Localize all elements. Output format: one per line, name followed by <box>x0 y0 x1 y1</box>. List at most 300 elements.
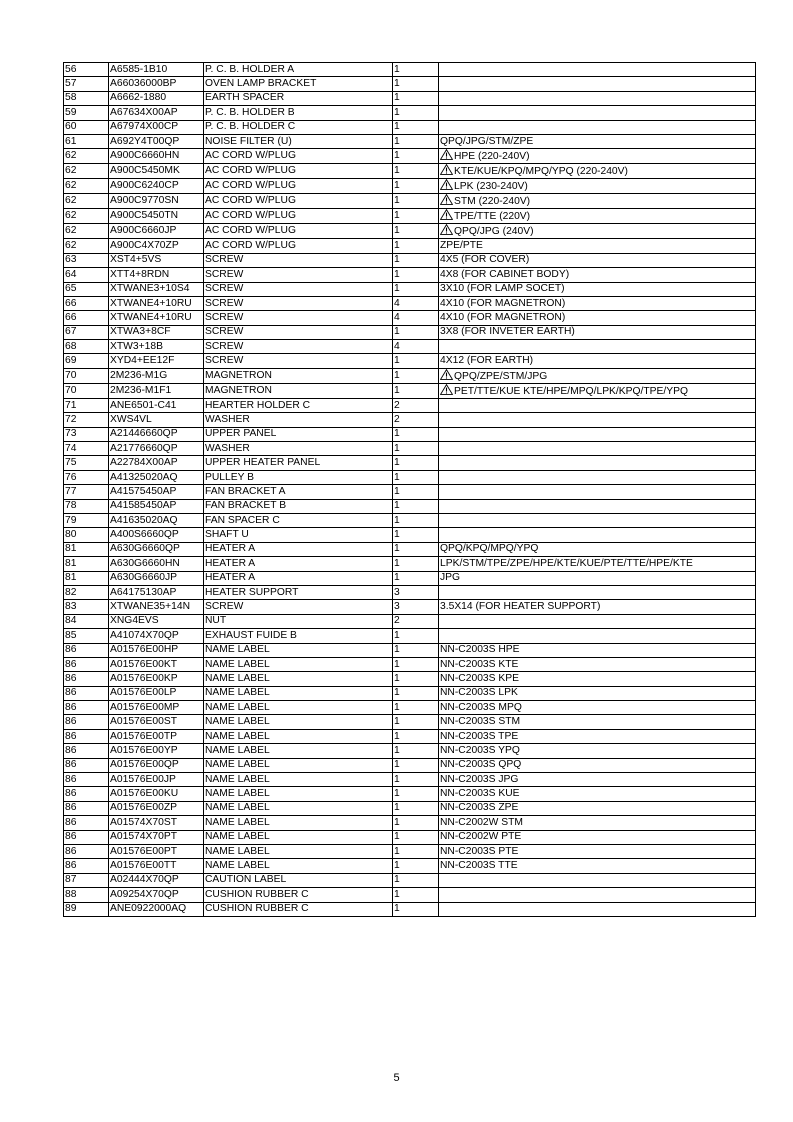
remarks-text: ZPE/PTE <box>440 240 483 252</box>
quantity-cell: 1 <box>393 368 439 383</box>
quantity-cell: 1 <box>393 844 439 858</box>
description-cell: SCREW <box>204 311 393 325</box>
quantity-cell: 1 <box>393 224 439 239</box>
part-no-cell: XTWANE4+10RU <box>109 311 204 325</box>
remarks-cell <box>439 325 756 339</box>
table-row <box>64 657 756 671</box>
table-row <box>64 729 756 743</box>
quantity-cell: 1 <box>393 902 439 916</box>
part-no-cell: A01576E00LP <box>109 686 204 700</box>
remarks-text: 4X5 (FOR COVER) <box>440 254 530 266</box>
description-cell: SCREW <box>204 354 393 368</box>
description-cell: NAME LABEL <box>204 830 393 844</box>
part-no-cell: ANE0922000AQ <box>109 902 204 916</box>
description-cell: NAME LABEL <box>204 715 393 729</box>
remarks-cell <box>439 164 756 179</box>
safety-warning-icon <box>440 384 453 395</box>
part-no-cell: A630G6660JP <box>109 571 204 585</box>
description-cell: HEATER A <box>204 542 393 556</box>
part-no-cell: XNG4EVS <box>109 614 204 628</box>
part-no-cell: A01576E00KP <box>109 672 204 686</box>
remarks-cell <box>439 383 756 398</box>
description-cell: NAME LABEL <box>204 773 393 787</box>
description-cell: NAME LABEL <box>204 701 393 715</box>
description-cell: AC CORD W/PLUG <box>204 164 393 179</box>
part-no-cell: A900C6240CP <box>109 179 204 194</box>
table-row <box>64 427 756 441</box>
remarks-text: NN-C2003S TPE <box>440 730 519 742</box>
remarks-text: NN-C2003S MPQ <box>440 701 522 713</box>
safety-warning-icon <box>440 224 453 235</box>
part-no-cell: A01576E00QP <box>109 758 204 772</box>
quantity-cell: 1 <box>393 657 439 671</box>
remarks-cell <box>439 470 756 484</box>
table-row <box>64 470 756 484</box>
remarks-text: NN-C2003S KUE <box>440 788 520 800</box>
ref-no-cell: 70 <box>64 383 109 398</box>
remarks-cell <box>439 413 756 427</box>
ref-no-cell: 86 <box>64 758 109 772</box>
quantity-cell: 1 <box>393 528 439 542</box>
table-row <box>64 585 756 599</box>
part-no-cell: XTWANE4+10RU <box>109 296 204 310</box>
table-row <box>64 340 756 354</box>
description-cell: P. C. B. HOLDER A <box>204 63 393 77</box>
table-row <box>64 77 756 91</box>
part-no-cell: A01576E00HP <box>109 643 204 657</box>
remarks-text: NN-C2003S KPE <box>440 672 519 684</box>
description-cell: PULLEY B <box>204 470 393 484</box>
remarks-text: NN-C2003S LPK <box>440 687 518 699</box>
remarks-cell <box>439 557 756 571</box>
table-row <box>64 571 756 585</box>
part-no-cell: A6585-1B10 <box>109 63 204 77</box>
quantity-cell: 1 <box>393 164 439 179</box>
ref-no-cell: 79 <box>64 513 109 527</box>
quantity-cell: 1 <box>393 354 439 368</box>
ref-no-cell: 83 <box>64 600 109 614</box>
part-no-cell: XTT4+8RDN <box>109 268 204 282</box>
table-row <box>64 413 756 427</box>
table-row <box>64 91 756 105</box>
description-cell: NAME LABEL <box>204 643 393 657</box>
description-cell: SCREW <box>204 282 393 296</box>
quantity-cell: 1 <box>393 557 439 571</box>
description-cell: CUSHION RUBBER C <box>204 888 393 902</box>
ref-no-cell: 73 <box>64 427 109 441</box>
description-cell: AC CORD W/PLUG <box>204 194 393 209</box>
remarks-cell <box>439 224 756 239</box>
remarks-text: QPQ/KPQ/MPQ/YPQ <box>440 543 539 555</box>
quantity-cell: 3 <box>393 585 439 599</box>
table-row <box>64 485 756 499</box>
ref-no-cell: 59 <box>64 106 109 120</box>
ref-no-cell: 72 <box>64 413 109 427</box>
part-no-cell: XST4+5VS <box>109 253 204 267</box>
quantity-cell: 1 <box>393 816 439 830</box>
part-no-cell: A01576E00ST <box>109 715 204 729</box>
description-cell: FAN SPACER C <box>204 513 393 527</box>
part-no-cell: A41575450AP <box>109 485 204 499</box>
table-row <box>64 368 756 383</box>
remarks-cell <box>439 268 756 282</box>
table-row <box>64 758 756 772</box>
quantity-cell: 1 <box>393 456 439 470</box>
ref-no-cell: 75 <box>64 456 109 470</box>
ref-no-cell: 86 <box>64 657 109 671</box>
table-row <box>64 787 756 801</box>
ref-no-cell: 57 <box>64 77 109 91</box>
table-row <box>64 194 756 209</box>
ref-no-cell: 86 <box>64 744 109 758</box>
table-row <box>64 859 756 873</box>
remarks-text: 3X8 (FOR INVETER EARTH) <box>440 326 575 338</box>
quantity-cell: 1 <box>393 106 439 120</box>
remarks-text: NN-C2003S PTE <box>440 845 519 857</box>
safety-warning-icon <box>440 209 453 220</box>
remarks-text: KTE/KUE/KPQ/MPQ/YPQ (220-240V) <box>454 166 628 178</box>
ref-no-cell: 84 <box>64 614 109 628</box>
remarks-text: LPK (230-240V) <box>454 181 528 193</box>
quantity-cell: 1 <box>393 773 439 787</box>
quantity-cell: 1 <box>393 859 439 873</box>
remarks-text: QPQ/ZPE/STM/JPG <box>454 370 548 382</box>
quantity-cell: 1 <box>393 470 439 484</box>
remarks-text: NN-C2002W PTE <box>440 831 522 843</box>
ref-no-cell: 62 <box>64 149 109 164</box>
table-row <box>64 672 756 686</box>
ref-no-cell: 76 <box>64 470 109 484</box>
quantity-cell: 1 <box>393 149 439 164</box>
part-no-cell: A41074X70QP <box>109 629 204 643</box>
remarks-cell <box>439 801 756 815</box>
remarks-cell <box>439 194 756 209</box>
part-no-cell: A900C5450MK <box>109 164 204 179</box>
description-cell: OVEN LAMP BRACKET <box>204 77 393 91</box>
table-row <box>64 268 756 282</box>
description-cell: HEATER A <box>204 571 393 585</box>
table-row <box>64 179 756 194</box>
quantity-cell: 1 <box>393 744 439 758</box>
description-cell: MAGNETRON <box>204 368 393 383</box>
table-row <box>64 744 756 758</box>
ref-no-cell: 86 <box>64 715 109 729</box>
description-cell: SCREW <box>204 325 393 339</box>
ref-no-cell: 62 <box>64 209 109 224</box>
table-row <box>64 134 756 148</box>
quantity-cell: 1 <box>393 91 439 105</box>
description-cell: P. C. B. HOLDER C <box>204 120 393 134</box>
remarks-text: NN-C2003S ZPE <box>440 802 519 814</box>
quantity-cell: 1 <box>393 643 439 657</box>
ref-no-cell: 62 <box>64 224 109 239</box>
part-no-cell: A01574X70ST <box>109 816 204 830</box>
quantity-cell: 1 <box>393 542 439 556</box>
quantity-cell: 1 <box>393 485 439 499</box>
page-number: 5 <box>393 1072 400 1084</box>
ref-no-cell: 67 <box>64 325 109 339</box>
description-cell: NAME LABEL <box>204 657 393 671</box>
part-no-cell: A630G6660QP <box>109 542 204 556</box>
description-cell: SCREW <box>204 253 393 267</box>
remarks-cell <box>439 311 756 325</box>
remarks-text: PET/TTE/KUE KTE/HPE/MPQ/LPK/KPQ/TPE/YPQ <box>454 385 689 397</box>
remarks-text: 4X12 (FOR EARTH) <box>440 355 534 367</box>
quantity-cell: 1 <box>393 209 439 224</box>
remarks-cell <box>439 528 756 542</box>
part-no-cell: A692Y4T00QP <box>109 134 204 148</box>
quantity-cell: 1 <box>393 513 439 527</box>
ref-no-cell: 69 <box>64 354 109 368</box>
description-cell: HEATER A <box>204 557 393 571</box>
parts-list-body <box>64 63 756 917</box>
description-cell: NAME LABEL <box>204 859 393 873</box>
remarks-cell <box>439 106 756 120</box>
ref-no-cell: 63 <box>64 253 109 267</box>
quantity-cell: 1 <box>393 427 439 441</box>
quantity-cell: 3 <box>393 600 439 614</box>
ref-no-cell: 86 <box>64 859 109 873</box>
description-cell: AC CORD W/PLUG <box>204 239 393 253</box>
remarks-text: QPQ/JPG/STM/ZPE <box>440 135 534 147</box>
description-cell: WASHER <box>204 413 393 427</box>
remarks-text: 4X10 (FOR MAGNETRON) <box>440 297 566 309</box>
remarks-cell <box>439 239 756 253</box>
quantity-cell: 1 <box>393 571 439 585</box>
remarks-cell <box>439 585 756 599</box>
description-cell: NAME LABEL <box>204 672 393 686</box>
quantity-cell: 4 <box>393 340 439 354</box>
description-cell: AC CORD W/PLUG <box>204 209 393 224</box>
table-row <box>64 106 756 120</box>
part-no-cell: A630G6660HN <box>109 557 204 571</box>
ref-no-cell: 87 <box>64 873 109 887</box>
table-row <box>64 296 756 310</box>
remarks-cell <box>439 77 756 91</box>
description-cell: UPPER PANEL <box>204 427 393 441</box>
remarks-cell <box>439 873 756 887</box>
description-cell: NAME LABEL <box>204 787 393 801</box>
ref-no-cell: 86 <box>64 801 109 815</box>
ref-no-cell: 66 <box>64 311 109 325</box>
quantity-cell: 1 <box>393 268 439 282</box>
description-cell: NAME LABEL <box>204 844 393 858</box>
remarks-cell <box>439 253 756 267</box>
table-row <box>64 643 756 657</box>
quantity-cell: 1 <box>393 383 439 398</box>
remarks-cell <box>439 296 756 310</box>
description-cell: WASHER <box>204 442 393 456</box>
ref-no-cell: 86 <box>64 773 109 787</box>
remarks-cell <box>439 149 756 164</box>
remarks-text: STM (220-240V) <box>454 196 531 208</box>
ref-no-cell: 77 <box>64 485 109 499</box>
remarks-cell <box>439 600 756 614</box>
description-cell: NAME LABEL <box>204 816 393 830</box>
remarks-cell <box>439 758 756 772</box>
remarks-text: NN-C2003S JPG <box>440 773 519 785</box>
table-row <box>64 902 756 916</box>
quantity-cell: 1 <box>393 801 439 815</box>
remarks-cell <box>439 209 756 224</box>
part-no-cell: A21776660QP <box>109 442 204 456</box>
ref-no-cell: 81 <box>64 571 109 585</box>
remarks-cell <box>439 571 756 585</box>
ref-no-cell: 68 <box>64 340 109 354</box>
table-row <box>64 600 756 614</box>
table-row <box>64 456 756 470</box>
remarks-text: 3.5X14 (FOR HEATER SUPPORT) <box>440 601 601 613</box>
ref-no-cell: 78 <box>64 499 109 513</box>
part-no-cell: A01576E00MP <box>109 701 204 715</box>
remarks-cell <box>439 485 756 499</box>
quantity-cell: 1 <box>393 194 439 209</box>
ref-no-cell: 86 <box>64 844 109 858</box>
quantity-cell: 1 <box>393 873 439 887</box>
table-row <box>64 844 756 858</box>
table-row <box>64 63 756 77</box>
table-row <box>64 224 756 239</box>
remarks-cell <box>439 744 756 758</box>
ref-no-cell: 82 <box>64 585 109 599</box>
part-no-cell: A01576E00TP <box>109 729 204 743</box>
quantity-cell: 1 <box>393 629 439 643</box>
remarks-cell <box>439 844 756 858</box>
ref-no-cell: 86 <box>64 701 109 715</box>
remarks-cell <box>439 134 756 148</box>
remarks-text: NN-C2003S YPQ <box>440 744 520 756</box>
part-no-cell: A01576E00YP <box>109 744 204 758</box>
part-no-cell: XYD4+EE12F <box>109 354 204 368</box>
ref-no-cell: 62 <box>64 239 109 253</box>
remarks-cell <box>439 456 756 470</box>
table-row <box>64 816 756 830</box>
quantity-cell: 1 <box>393 701 439 715</box>
quantity-cell: 1 <box>393 729 439 743</box>
ref-no-cell: 86 <box>64 830 109 844</box>
description-cell: NUT <box>204 614 393 628</box>
part-no-cell: XTW3+18B <box>109 340 204 354</box>
table-row <box>64 239 756 253</box>
remarks-cell <box>439 672 756 686</box>
remarks-cell <box>439 340 756 354</box>
quantity-cell: 1 <box>393 325 439 339</box>
quantity-cell: 2 <box>393 614 439 628</box>
table-row <box>64 715 756 729</box>
remarks-text: JPG <box>440 572 461 584</box>
remarks-cell <box>439 398 756 412</box>
description-cell: UPPER HEATER PANEL <box>204 456 393 470</box>
remarks-text: NN-C2003S KTE <box>440 658 519 670</box>
remarks-text: NN-C2003S HPE <box>440 644 520 656</box>
part-no-cell: XTWA3+8CF <box>109 325 204 339</box>
remarks-cell <box>439 816 756 830</box>
remarks-cell <box>439 542 756 556</box>
parts-list-table <box>63 62 756 917</box>
table-row <box>64 773 756 787</box>
part-no-cell: A41635020AQ <box>109 513 204 527</box>
part-no-cell: A21446660QP <box>109 427 204 441</box>
remarks-text: 4X8 (FOR CABINET BODY) <box>440 268 570 280</box>
remarks-cell <box>439 629 756 643</box>
part-no-cell: XWS4VL <box>109 413 204 427</box>
quantity-cell: 1 <box>393 63 439 77</box>
description-cell: CUSHION RUBBER C <box>204 902 393 916</box>
part-no-cell: A900C5450TN <box>109 209 204 224</box>
table-row <box>64 354 756 368</box>
part-no-cell: A66036000BP <box>109 77 204 91</box>
description-cell: SCREW <box>204 268 393 282</box>
ref-no-cell: 86 <box>64 729 109 743</box>
remarks-text: NN-C2003S TTE <box>440 860 518 872</box>
part-no-cell: A67974X00CP <box>109 120 204 134</box>
quantity-cell: 1 <box>393 120 439 134</box>
part-no-cell: A01576E00KT <box>109 657 204 671</box>
quantity-cell: 1 <box>393 888 439 902</box>
part-no-cell: A900C4X70ZP <box>109 239 204 253</box>
quantity-cell: 2 <box>393 413 439 427</box>
part-no-cell: A09254X70QP <box>109 888 204 902</box>
remarks-cell <box>439 442 756 456</box>
quantity-cell: 1 <box>393 715 439 729</box>
part-no-cell: A01576E00ZP <box>109 801 204 815</box>
safety-warning-icon <box>440 149 453 160</box>
quantity-cell: 1 <box>393 282 439 296</box>
part-no-cell: A900C6660JP <box>109 224 204 239</box>
description-cell: NAME LABEL <box>204 758 393 772</box>
ref-no-cell: 81 <box>64 557 109 571</box>
remarks-cell <box>439 657 756 671</box>
ref-no-cell: 62 <box>64 179 109 194</box>
safety-warning-icon <box>440 179 453 190</box>
ref-no-cell: 65 <box>64 282 109 296</box>
remarks-cell <box>439 63 756 77</box>
description-cell: NAME LABEL <box>204 686 393 700</box>
ref-no-cell: 64 <box>64 268 109 282</box>
part-no-cell: A01574X70PT <box>109 830 204 844</box>
part-no-cell: 2M236-M1F1 <box>109 383 204 398</box>
quantity-cell: 1 <box>393 134 439 148</box>
table-row <box>64 325 756 339</box>
quantity-cell: 1 <box>393 830 439 844</box>
table-row <box>64 442 756 456</box>
quantity-cell: 1 <box>393 239 439 253</box>
table-row <box>64 614 756 628</box>
ref-no-cell: 66 <box>64 296 109 310</box>
part-no-cell: A67634X00AP <box>109 106 204 120</box>
description-cell: AC CORD W/PLUG <box>204 224 393 239</box>
part-no-cell: A01576E00PT <box>109 844 204 858</box>
quantity-cell: 4 <box>393 311 439 325</box>
remarks-cell <box>439 888 756 902</box>
description-cell: FAN BRACKET B <box>204 499 393 513</box>
part-no-cell: A900C6660HN <box>109 149 204 164</box>
quantity-cell: 1 <box>393 787 439 801</box>
ref-no-cell: 56 <box>64 63 109 77</box>
part-no-cell: A41325020AQ <box>109 470 204 484</box>
remarks-cell <box>439 859 756 873</box>
remarks-text: 3X10 (FOR LAMP SOCET) <box>440 283 565 295</box>
table-row <box>64 120 756 134</box>
description-cell: AC CORD W/PLUG <box>204 179 393 194</box>
description-cell: SCREW <box>204 600 393 614</box>
ref-no-cell: 85 <box>64 629 109 643</box>
remarks-cell <box>439 643 756 657</box>
part-no-cell: A01576E00KU <box>109 787 204 801</box>
description-cell: CAUTION LABEL <box>204 873 393 887</box>
ref-no-cell: 58 <box>64 91 109 105</box>
part-no-cell: A02444X70QP <box>109 873 204 887</box>
